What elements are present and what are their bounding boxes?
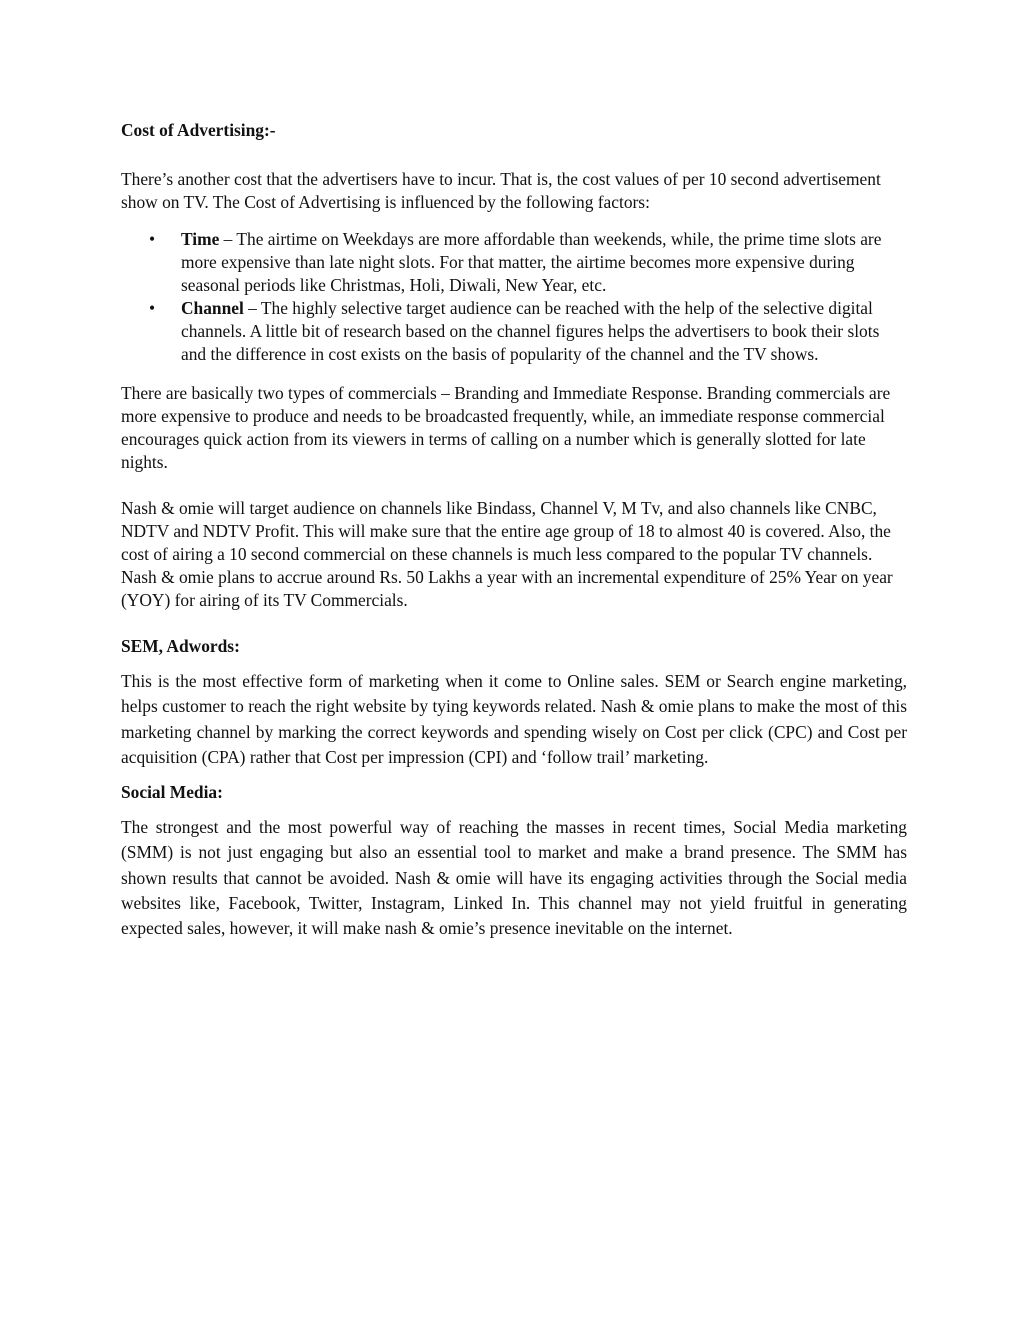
factors-list xyxy=(121,228,907,366)
channels-paragraph: Nash & omie will target audience on channels like Bindass, Channel V, M Tv, and also channels like CNBC, NDTV and NDTV Profit. This will make sure that the entire age group of 18 to almost 40 is covered. Also, the cost of airing a 10 second commercial on these channels is much less compared to the popular TV channels. Nash & omie plans to accrue around Rs. 50 Lakhs a year with an incremental expenditure of 25% Year on year (YOY) for airing of its TV Commercials. xyxy=(121,498,893,610)
sem-adwords-heading: SEM, Adwords: xyxy=(121,636,240,656)
bullet-icon: • xyxy=(149,298,156,318)
factor-description: – The highly selective target audience can be reached with the help of the selective digital channels. A little bit of research based on the channel figures helps the advertisers to book their slots and the difference in cost exists on the basis of popularity of the channel and the TV shows. xyxy=(181,298,880,364)
cost-of-advertising-heading: Cost of Advertising:- xyxy=(121,120,276,140)
sem-paragraph: This is the most effective form of marketing when it come to Online sales. SEM or Search engine marketing, helps customer to reach the right website by tying keywords related. Nash & omie plans to make the most of this marketing channel by marking the correct keywords and spending wisely on Cost per click (CPC) and Cost per acquisition (CPA) rather that Cost per impression (CPI) and ‘follow trail’ marketing. xyxy=(121,671,907,767)
bullet-icon: • xyxy=(149,229,156,249)
commercials-paragraph: There are basically two types of commercials – Branding and Immediate Response. Branding commercials are more expensive to produce and needs to be broadcasted frequently, while, an immediate response commercial encourages quick action from its viewers in terms of calling on a number which is generally slotted for late nights. xyxy=(121,383,891,472)
factor-description: – The airtime on Weekdays are more affordable than weekends, while, the prime time slots are more expensive than late night slots. For that matter, the airtime becomes more expensive during seasonal periods like Christmas, Holi, Diwali, New Year, etc. xyxy=(181,229,882,295)
social-media-paragraph: The strongest and the most powerful way of reaching the masses in recent times, Social Media marketing (SMM) is not just engaging but also an essential tool to market and make a brand presence. The SMM has shown results that cannot be avoided. Nash & omie will have its engaging activities through the Social media websites like, Facebook, Twitter, Instagram, Linked In. This channel may not yield fruitful in generating expected sales, however, it will make nash & omie’s presence inevitable on the internet. xyxy=(121,817,907,939)
factor-term: Time xyxy=(181,229,220,249)
factor-item-time xyxy=(121,228,907,297)
document-page xyxy=(121,119,907,942)
cost-intro-paragraph: There’s another cost that the advertisers have to incur. That is, the cost values of per 10 second advertisement show on TV. The Cost of Advertising is influenced by the following factors: xyxy=(121,169,881,212)
factor-item-channel xyxy=(121,297,907,366)
factor-term: Channel xyxy=(181,298,244,318)
social-media-heading: Social Media: xyxy=(121,782,223,803)
